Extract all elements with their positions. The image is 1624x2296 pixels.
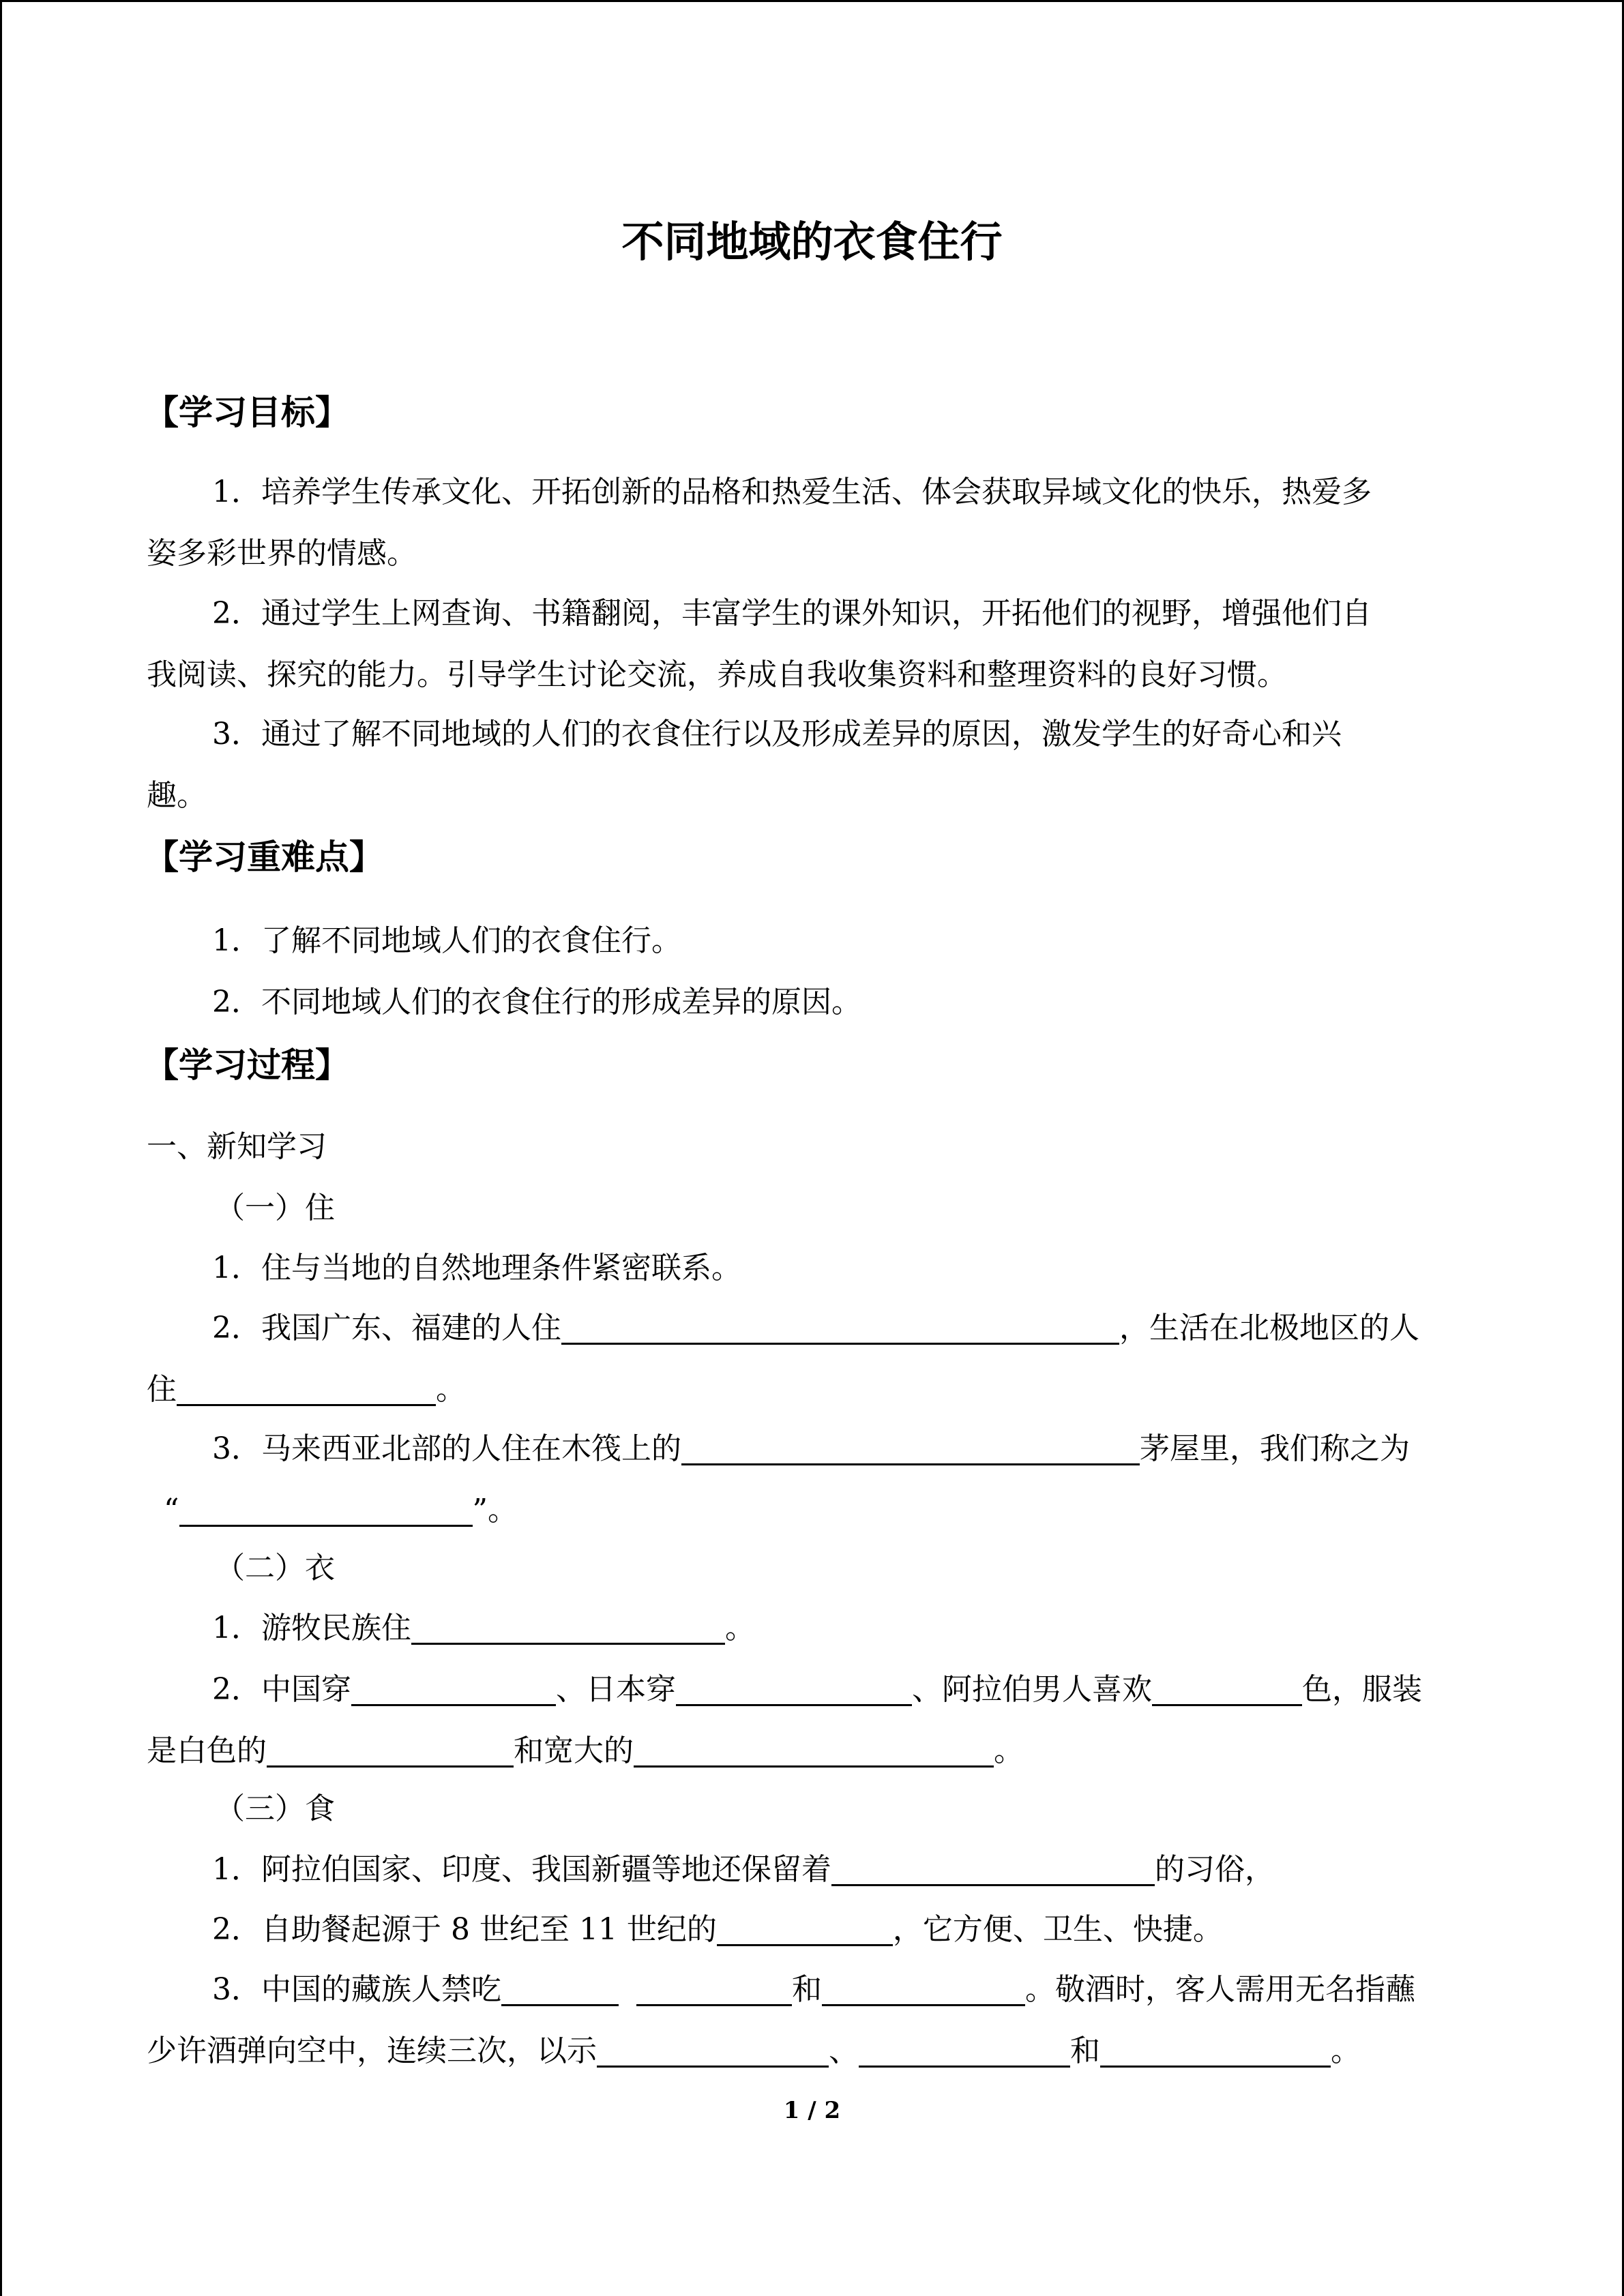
blank-eating-custom[interactable] <box>831 1850 1155 1886</box>
clothes-item-2-text-a: 2．中国穿 <box>212 1672 351 1707</box>
blank-china-clothing[interactable] <box>351 1670 556 1706</box>
food-item-1-text-b: 的习俗， <box>1155 1852 1275 1887</box>
blank-nomad-house[interactable] <box>411 1609 725 1645</box>
live-item-3-text-d: ”。 <box>472 1493 518 1527</box>
food-item-3-line-1 <box>147 1969 1477 2010</box>
food-item-3-text-c: 。敬酒时，客人需用无名指蘸 <box>1025 1972 1415 2007</box>
food-item-3-text-f: 和 <box>1070 2033 1100 2068</box>
key-point-2: 2．不同地域人们的衣食住行的形成差异的原因。 <box>212 985 861 1019</box>
food-item-1-text-a: 1．阿拉伯国家、印度、我国新疆等地还保留着 <box>212 1852 831 1887</box>
blank-buffet-origin[interactable] <box>717 1910 893 1946</box>
clothes-item-2-text-d: 色，服装 <box>1302 1672 1422 1707</box>
live-item-2-text-b: ，生活在北极地区的人 <box>1119 1311 1419 1345</box>
blank-tibet-taboo-3[interactable] <box>822 1970 1025 2006</box>
part-1-label: 一、新知学习 <box>147 1129 327 1164</box>
food-item-2-text-a: 2．自助餐起源于 8 世纪至 11 世纪的 <box>212 1912 717 1947</box>
blank-toast-meaning-2[interactable] <box>859 2031 1070 2068</box>
blank-raft-hut-name[interactable] <box>179 1491 473 1527</box>
clothes-item-2-line-1 <box>147 1669 1477 1710</box>
live-item-3-text-c: “ <box>164 1493 179 1527</box>
blank-white-garment[interactable] <box>267 1731 514 1768</box>
food-item-3-text-e: 、 <box>829 2033 859 2068</box>
clothes-item-2-line-2 <box>147 1731 1477 1772</box>
live-heading: （一）住 <box>215 1191 335 1225</box>
clothes-heading: （二）衣 <box>215 1551 335 1585</box>
clothes-item-1-text-b: 。 <box>725 1611 755 1645</box>
blank-japan-clothing[interactable] <box>676 1670 912 1706</box>
live-item-2-text-c: 住 <box>147 1372 177 1407</box>
food-item-2-text-b: ，它方便、卫生、快捷。 <box>892 1912 1223 1947</box>
page-number: 1 / 2 <box>783 2097 841 2124</box>
blank-tibet-taboo-1[interactable] <box>501 1970 619 2006</box>
page-title: 不同地域的衣食住行 <box>621 217 1003 267</box>
goal-3-line-1: 3．通过了解不同地域的人们的衣食住行以及形成差异的原因，激发学生的好奇心和兴 <box>212 717 1342 751</box>
process-heading: 【学习过程】 <box>145 1045 349 1085</box>
live-item-3-text-a: 3．马来西亚北部的人住在木筏上的 <box>212 1431 681 1466</box>
clothes-item-1 <box>147 1608 1477 1649</box>
top-border <box>0 0 1624 2</box>
food-item-3-text-b: 和 <box>792 1972 822 2007</box>
blank-arab-color[interactable] <box>1152 1670 1302 1706</box>
goal-2-line-2: 我阅读、探究的能力。引导学生讨论交流，养成自我收集资料和整理资料的良好习惯。 <box>147 657 1287 692</box>
live-item-2-line-1 <box>147 1308 1477 1349</box>
blank-toast-meaning-3[interactable] <box>1100 2031 1331 2068</box>
key-point-1: 1．了解不同地域人们的衣食住行。 <box>212 923 681 958</box>
clothes-item-2-text-e: 是白色的 <box>147 1733 267 1768</box>
goal-1-text-a: 1．培养学生传承文化、开拓创新的品格和热爱生活、体会获取异域文化的快乐，热爱多 <box>212 475 1372 509</box>
goal-1-line-2: 姿多彩世界的情感。 <box>147 536 417 571</box>
clothes-item-2-text-g: 。 <box>994 1733 1024 1768</box>
blank-guangdong-fujian-house[interactable] <box>561 1309 1119 1345</box>
blank-tibet-taboo-2[interactable] <box>636 1970 792 2006</box>
blank-raft-hut-type[interactable] <box>681 1429 1140 1465</box>
clothes-item-2-text-c: 、阿拉伯男人喜欢 <box>912 1672 1152 1707</box>
food-heading: （三）食 <box>215 1791 335 1826</box>
food-item-3-text-d: 少许酒弹向空中，连续三次，以示 <box>147 2033 597 2068</box>
goal-2-line-1: 2．通过学生上网查询、书籍翻阅，丰富学生的课外知识，开拓他们的视野，增强他们自 <box>212 596 1372 631</box>
live-item-1: 1．住与当地的自然地理条件紧密联系。 <box>212 1251 741 1285</box>
live-item-2-text-a: 2．我国广东、福建的人住 <box>212 1311 561 1345</box>
food-item-3-line-2 <box>147 2031 1477 2072</box>
food-item-3-text-g: 。 <box>1331 2033 1361 2068</box>
live-item-3-line-1 <box>147 1429 1477 1470</box>
goal-3-line-2: 趣。 <box>147 778 207 813</box>
clothes-item-2-text-f: 和宽大的 <box>514 1733 634 1768</box>
live-item-2-line-2 <box>147 1369 1477 1410</box>
live-item-3-line-2 <box>147 1490 1477 1531</box>
goals-heading: 【学习目标】 <box>145 393 349 432</box>
key-points-heading: 【学习重难点】 <box>145 837 383 877</box>
live-item-3-text-b: 茅屋里，我们称之为 <box>1140 1431 1410 1466</box>
clothes-item-1-text-a: 1．游牧民族住 <box>212 1611 411 1645</box>
live-item-2-text-d: 。 <box>436 1372 466 1407</box>
goal-1-line-1 <box>147 472 1477 513</box>
food-item-2 <box>147 1909 1477 1950</box>
blank-loose-garment[interactable] <box>634 1731 994 1768</box>
blank-toast-meaning-1[interactable] <box>597 2031 829 2068</box>
blank-arctic-house[interactable] <box>177 1370 436 1406</box>
food-item-3-text-a: 3．中国的藏族人禁吃 <box>212 1972 501 2007</box>
clothes-item-2-text-b: 、日本穿 <box>556 1672 676 1707</box>
food-item-1 <box>147 1849 1477 1890</box>
left-border <box>0 0 2 2296</box>
